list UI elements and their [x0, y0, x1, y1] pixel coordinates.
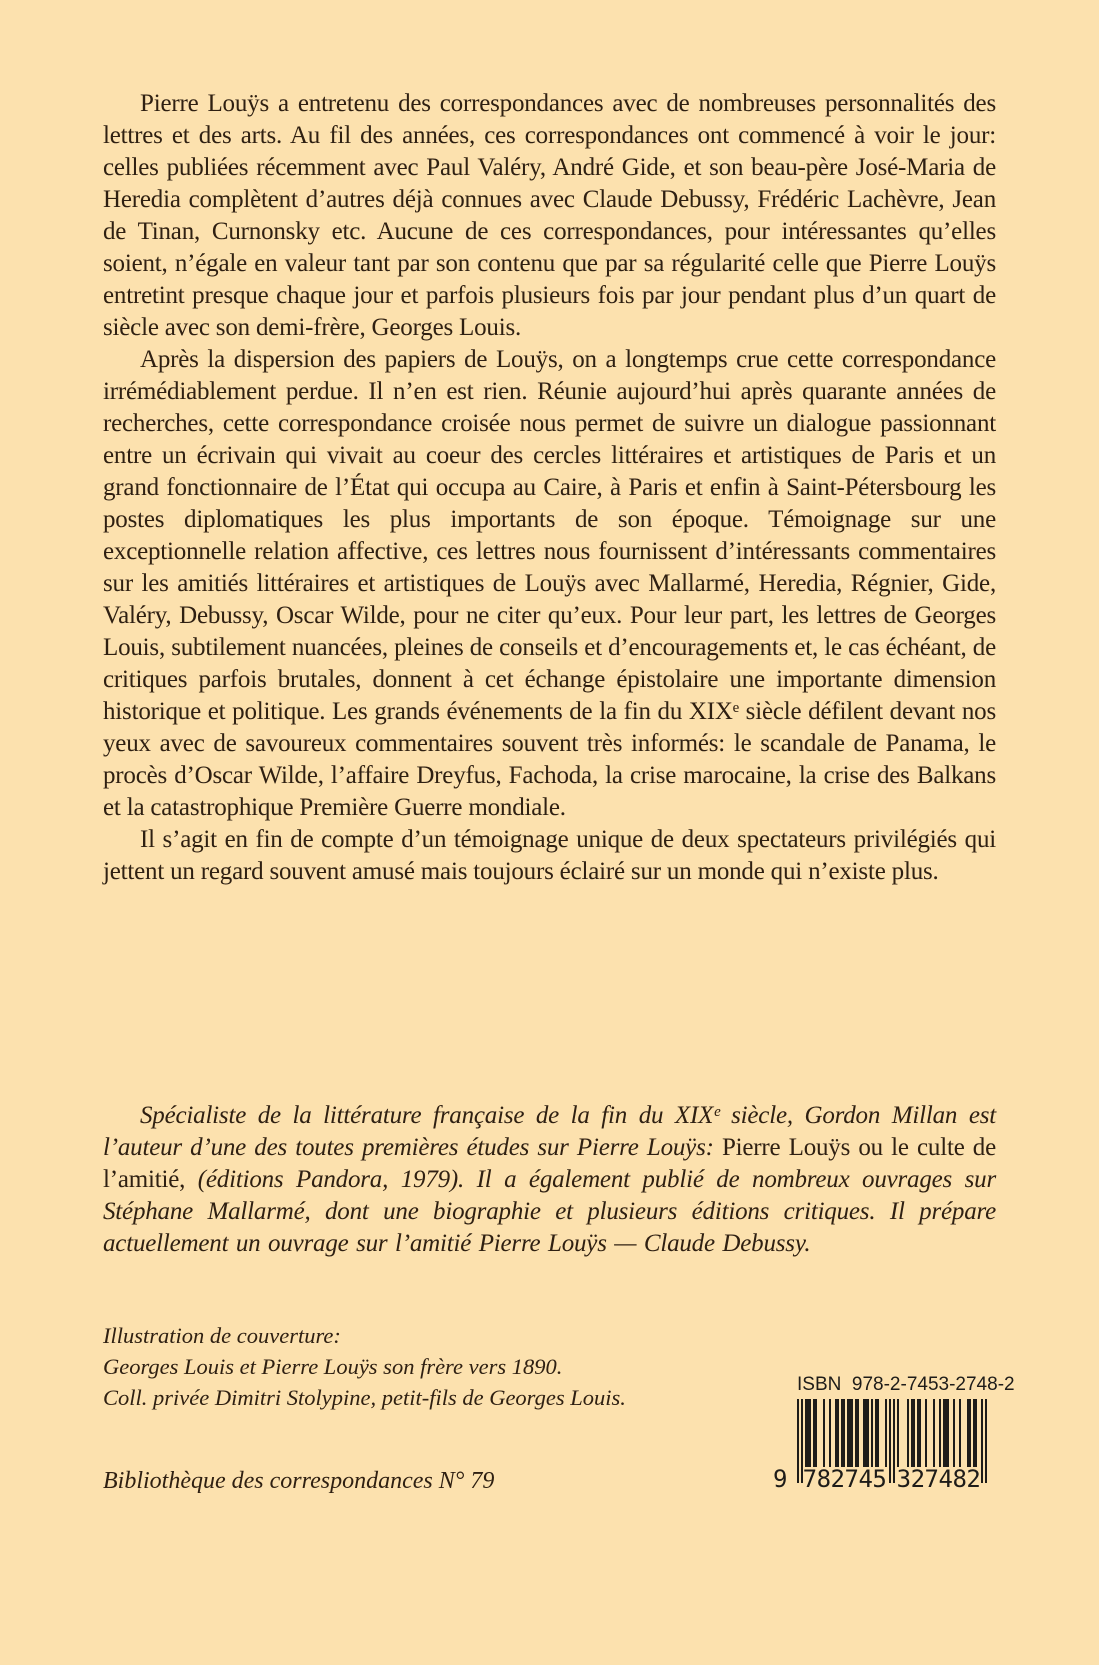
ean13-barcode	[773, 1399, 987, 1519]
synopsis-paragraph-3: Il s’agit en fin de compte d’un témoignage unique de deux spectateurs privilégiés qui jettent un regard souvent amusé mais toujours éclairé sur un monde qui n’existe plus.	[103, 826, 996, 885]
credit-line-collection: Coll. privée Dimitri Stolypine, petit-fils de Georges Louis.	[103, 1385, 626, 1410]
author-bio-block	[103, 1100, 996, 1260]
series-label: Bibliothèque des correspondances N° 79	[103, 1468, 495, 1494]
author-bio-part1: Spécialiste de la littérature française de la fin du XIXᵉ siècle, Gordon Millan est l’auteur d’une des toutes premières études sur Pierre Louÿs:	[103, 1102, 996, 1161]
cited-book-title: Pierre Louÿs ou le culte de l’amitié,	[103, 1134, 997, 1193]
cover-illustration-credits	[103, 1320, 723, 1413]
author-bio-paragraph	[103, 1100, 996, 1260]
credit-line-caption: Georges Louis et Pierre Louÿs son frère vers 1890.	[103, 1354, 563, 1379]
isbn-block	[773, 1374, 1015, 1519]
author-bio-part3: (éditions Pandora, 1979). Il a également publié de nombreux ouvrages sur Stéphane Mallarmé, dont une biographie et plusieurs éditions critiques. Il prépare actuellement un ouvrage sur l’amitié Pierre Louÿs — Claude Debussy.	[103, 1166, 996, 1257]
barcode-digit-first: 9	[773, 1465, 787, 1493]
synopsis-paragraph-2: Après la dispersion des papiers de Louÿs, on a longtemps crue cette correspondance irrémédiablement perdue. Il n’en est rien. Réunie aujourd’hui après quarante années de recherches, cette correspondance croisée nous permet de suivre un dialogue passionnant entre un écrivain qui vivait au coeur des cercles littéraires et artistiques de Paris et un grand fonctionnaire de l’État qui occupa au Caire, à Paris et enfin à Saint-Pétersbourg les postes diplomatiques les plus importants de son époque. Témoignage sur une exceptionnelle relation affective, ces lettres nous fournissent d’intéressants commentaires sur les amitiés littéraires et artistiques de Louÿs avec Mallarmé, Heredia, Régnier, Gide, Valéry, Debussy, Oscar Wilde, pour ne citer qu’eux. Pour leur part, les lettres de Georges Louis, subtilement nuancées, pleines de conseils et d’encouragements et, le cas échéant, de critiques parfois brutales, donnent à cet échange épistolaire une importante dimension historique et politique. Les grands événements de la fin du XIXᵉ siècle défilent devant nos yeux avec de savoureux commentaires souvent très informés: le scandale de Panama, le procès d’Oscar Wilde, l’affaire Dreyfus, Fachoda, la crise marocaine, la crise des Balkans et la catastrophique Première Guerre mondiale.	[103, 346, 996, 821]
synopsis-text-block	[103, 88, 996, 888]
barcode-digits-left: 782745	[802, 1465, 887, 1493]
barcode-digits-right: 327482	[896, 1465, 981, 1493]
credit-line-heading: Illustration de couverture:	[103, 1323, 341, 1348]
isbn-number-label: ISBN 978-2-7453-2748-2	[797, 1374, 1015, 1395]
synopsis-paragraph-1: Pierre Louÿs a entretenu des correspondances avec de nombreuses personnalités des lettres et des arts. Au fil des années, ces correspondances ont commencé à voir le jour: celles publiées récemment avec Paul Valéry, André Gide, et son beau-père José-Maria de Heredia complètent d’autres déjà connues avec Claude Debussy, Frédéric Lachèvre, Jean de Tinan, Curnonsky etc. Aucune de ces correspondances, pour intéressantes qu’elles soient, n’égale en valeur tant par son contenu que par sa régularité celle que Pierre Louÿs entretint presque chaque jour et parfois plusieurs fois par jour pendant plus d’un quart de siècle avec son demi-frère, Georges Louis.	[103, 90, 996, 341]
